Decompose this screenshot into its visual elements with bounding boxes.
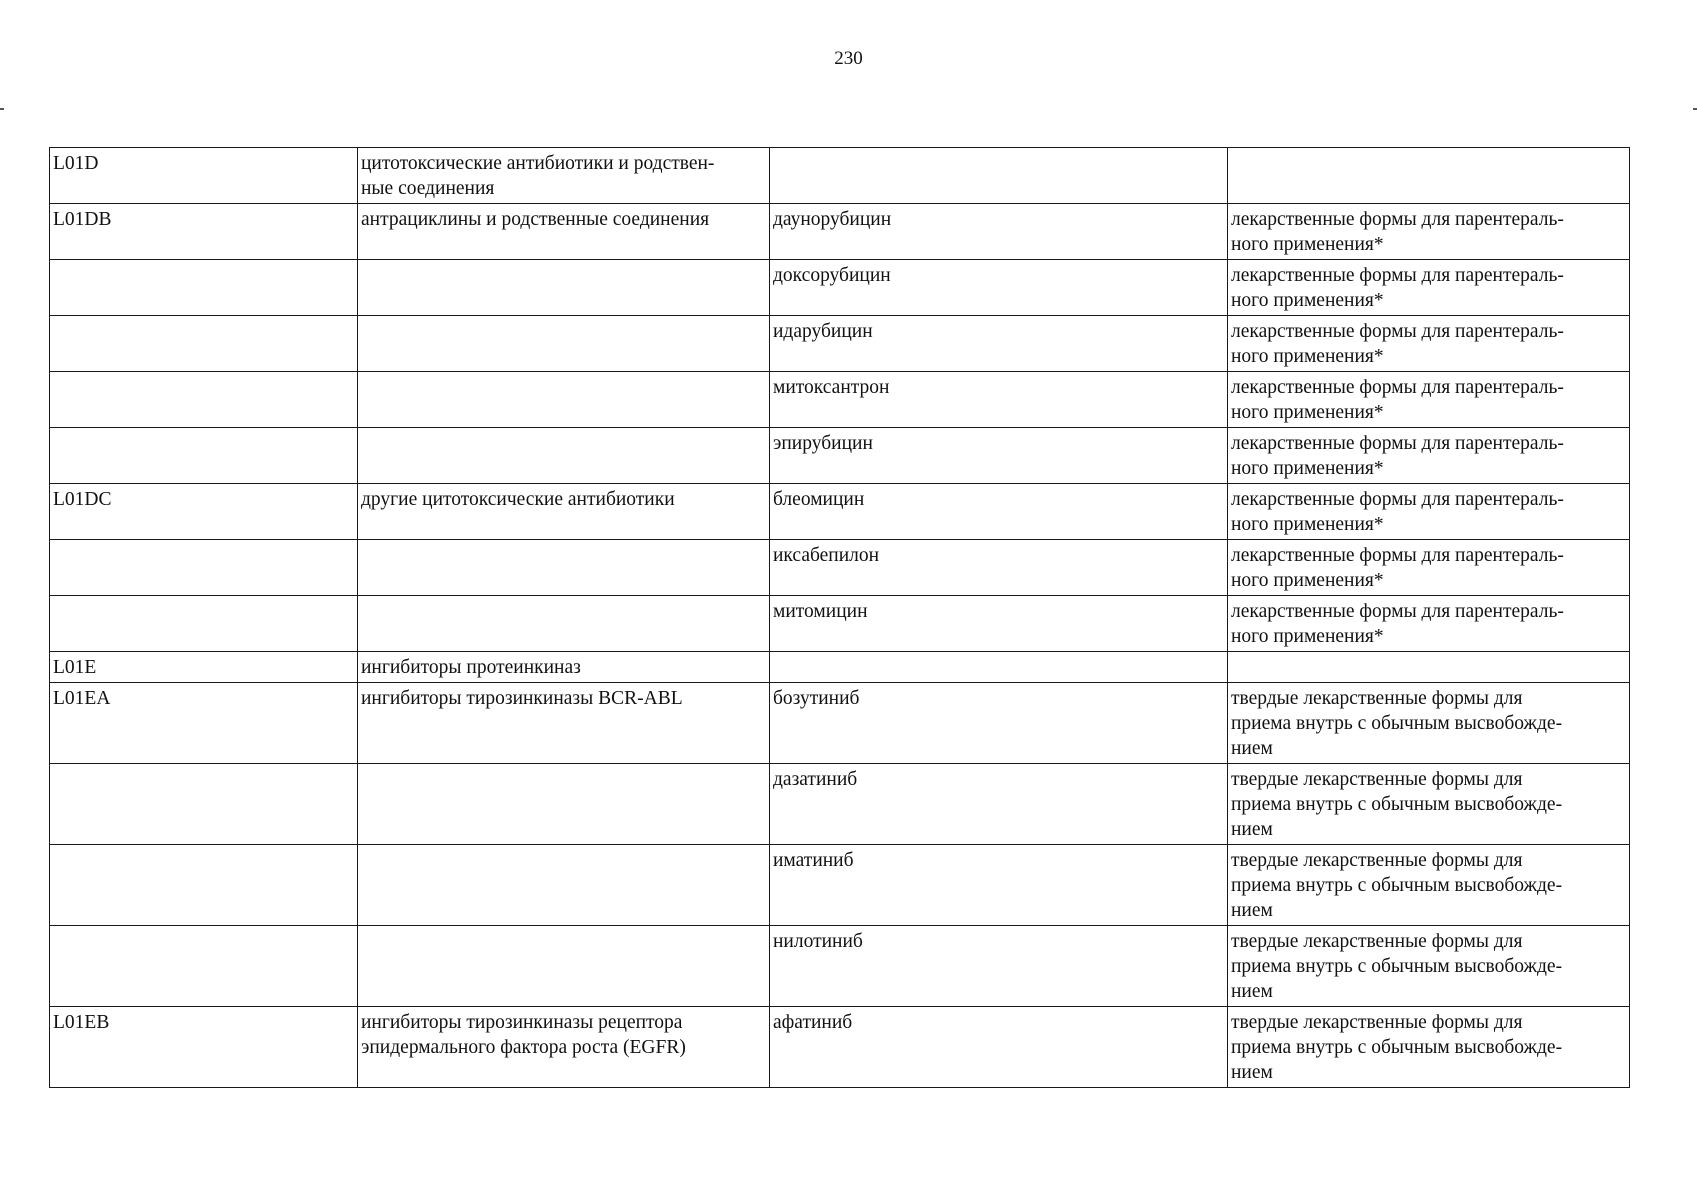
dosage-form-cell: [1228, 652, 1630, 683]
drug-name-text: афатиниб: [773, 1012, 853, 1033]
dosage-form-cell: [1228, 428, 1630, 484]
atc-code-cell: [50, 484, 358, 540]
dosage-form-cell: [1228, 204, 1630, 260]
pharmacological-group-cell: [358, 596, 770, 652]
table-row: [50, 764, 1630, 845]
drug-name-cell: [770, 764, 1228, 845]
drug-name-text: эпирубицин: [773, 433, 873, 454]
pharmacological-group-cell: [358, 764, 770, 845]
pharmacological-group-cell: [358, 316, 770, 372]
pharmacological-group-cell: [358, 204, 770, 260]
atc-code-cell: [50, 652, 358, 683]
table-row: [50, 204, 1630, 260]
dosage-form-cell: [1228, 540, 1630, 596]
atc-code-text: L01DC: [53, 489, 112, 510]
dosage-form-cell: [1228, 260, 1630, 316]
table-row: [50, 316, 1630, 372]
pharmacological-group-text: ингибиторы тирозинкиназы рецептора эпидермального фактора роста (EGFR): [361, 1012, 686, 1058]
atc-code-cell: [50, 540, 358, 596]
drug-name-text: митоксантрон: [773, 377, 890, 398]
drug-name-cell: [770, 484, 1228, 540]
drug-name-text: дазатиниб: [773, 769, 858, 790]
dosage-form-text: лекарственные формы для парентераль- ного применения*: [1231, 489, 1564, 535]
atc-code-cell: [50, 845, 358, 926]
pharmacological-group-cell: [358, 372, 770, 428]
page-number: 230: [834, 48, 863, 69]
drug-name-cell: [770, 596, 1228, 652]
dosage-form-cell: [1228, 372, 1630, 428]
drug-name-cell: [770, 260, 1228, 316]
atc-code-text: L01DB: [53, 209, 112, 230]
table-row: [50, 683, 1630, 764]
table-row: [50, 540, 1630, 596]
drug-name-cell: [770, 540, 1228, 596]
drug-name-cell: [770, 204, 1228, 260]
pharmacological-group-cell: [358, 845, 770, 926]
dosage-form-cell: [1228, 316, 1630, 372]
dosage-form-cell: [1228, 484, 1630, 540]
atc-code-cell: [50, 926, 358, 1007]
left-edge-mark: [0, 108, 4, 110]
dosage-form-text: твердые лекарственные формы для приема внутрь с обычным высвобожде- нием: [1231, 1012, 1563, 1083]
dosage-form-text: твердые лекарственные формы для приема внутрь с обычным высвобожде- нием: [1231, 688, 1563, 759]
drug-name-text: иматиниб: [773, 850, 854, 871]
table-row: [50, 148, 1630, 204]
drug-name-text: нилотиниб: [773, 931, 863, 952]
dosage-form-cell: [1228, 148, 1630, 204]
drug-name-cell: [770, 372, 1228, 428]
pharmacological-group-text: антрациклины и родственные соединения: [361, 209, 710, 230]
pharmacological-group-text: цитотоксические антибиотики и родствен- ные соединения: [361, 153, 715, 199]
table-row: [50, 652, 1630, 683]
dosage-form-text: лекарственные формы для парентераль- ного применения*: [1231, 433, 1564, 479]
table-row: [50, 926, 1630, 1007]
pharmacological-group-cell: [358, 652, 770, 683]
dosage-form-cell: [1228, 1007, 1630, 1088]
table-row: [50, 1007, 1630, 1088]
dosage-form-text: лекарственные формы для парентераль- ного применения*: [1231, 209, 1564, 255]
drug-name-cell: [770, 683, 1228, 764]
drug-name-cell: [770, 316, 1228, 372]
drug-name-text: бозутиниб: [773, 688, 860, 709]
dosage-form-text: лекарственные формы для парентераль- ного применения*: [1231, 265, 1564, 311]
atc-code-text: L01D: [53, 153, 99, 174]
drug-name-text: митомицин: [773, 601, 868, 622]
drug-name-cell: [770, 845, 1228, 926]
dosage-form-cell: [1228, 596, 1630, 652]
drug-name-text: блеомицин: [773, 489, 865, 510]
pharmacological-group-cell: [358, 260, 770, 316]
drug-name-cell: [770, 148, 1228, 204]
atc-code-cell: [50, 596, 358, 652]
drug-name-cell: [770, 926, 1228, 1007]
table-row: [50, 260, 1630, 316]
drug-name-cell: [770, 428, 1228, 484]
atc-code-text: L01EA: [53, 688, 111, 709]
dosage-form-text: лекарственные формы для парентераль- ного применения*: [1231, 601, 1564, 647]
table-row: [50, 845, 1630, 926]
dosage-form-text: лекарственные формы для парентераль- ного применения*: [1231, 321, 1564, 367]
table-row: [50, 372, 1630, 428]
atc-code-cell: [50, 428, 358, 484]
atc-code-cell: [50, 260, 358, 316]
pharmacological-group-cell: [358, 540, 770, 596]
drug-name-cell: [770, 652, 1228, 683]
dosage-form-cell: [1228, 926, 1630, 1007]
atc-code-cell: [50, 204, 358, 260]
table-row: [50, 428, 1630, 484]
dosage-form-cell: [1228, 683, 1630, 764]
drug-name-cell: [770, 1007, 1228, 1088]
table-row: [50, 484, 1630, 540]
dosage-form-text: твердые лекарственные формы для приема внутрь с обычным высвобожде- нием: [1231, 850, 1563, 921]
dosage-form-cell: [1228, 845, 1630, 926]
pharmacological-group-cell: [358, 926, 770, 1007]
atc-code-cell: [50, 683, 358, 764]
drug-name-text: идарубицин: [773, 321, 873, 342]
pharmacological-group-text: другие цитотоксические антибиотики: [361, 489, 675, 510]
dosage-form-text: лекарственные формы для парентераль- ного применения*: [1231, 545, 1564, 591]
drug-name-text: доксорубицин: [773, 265, 891, 286]
pharmacological-group-cell: [358, 1007, 770, 1088]
atc-code-cell: [50, 764, 358, 845]
atc-code-text: L01E: [53, 657, 97, 678]
atc-code-text: L01EB: [53, 1012, 110, 1033]
dosage-form-text: лекарственные формы для парентераль- ного применения*: [1231, 377, 1564, 423]
dosage-form-text: твердые лекарственные формы для приема внутрь с обычным высвобожде- нием: [1231, 769, 1563, 840]
pharmacological-group-cell: [358, 148, 770, 204]
pharmacological-group-text: ингибиторы протеинкиназ: [361, 657, 581, 678]
pharmacological-group-cell: [358, 428, 770, 484]
drug-name-text: иксабепилон: [773, 545, 880, 566]
atc-code-cell: [50, 372, 358, 428]
dosage-form-text: твердые лекарственные формы для приема внутрь с обычным высвобожде- нием: [1231, 931, 1563, 1002]
pharmacological-group-text: ингибиторы тирозинкиназы BCR-ABL: [361, 688, 683, 709]
drug-classification-table: [49, 147, 1630, 1088]
right-edge-mark: [1693, 108, 1697, 110]
dosage-form-cell: [1228, 764, 1630, 845]
pharmacological-group-cell: [358, 484, 770, 540]
table-body: [50, 148, 1630, 1088]
drug-name-text: даунорубицин: [773, 209, 892, 230]
atc-code-cell: [50, 148, 358, 204]
table-row: [50, 596, 1630, 652]
atc-code-cell: [50, 316, 358, 372]
atc-code-cell: [50, 1007, 358, 1088]
pharmacological-group-cell: [358, 683, 770, 764]
